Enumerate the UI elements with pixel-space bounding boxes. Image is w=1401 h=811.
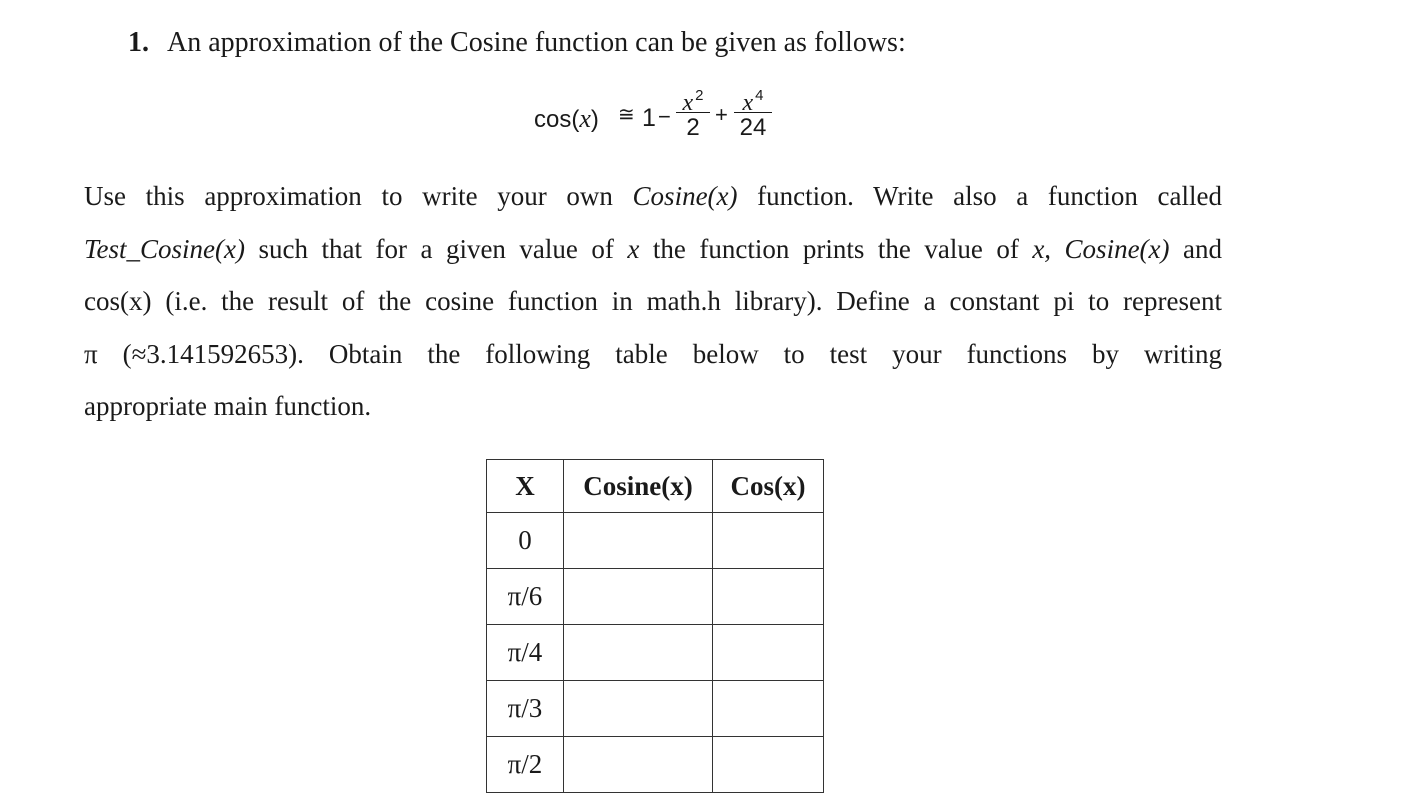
question-heading bbox=[128, 24, 906, 62]
term2-numerator-var: x bbox=[742, 90, 754, 116]
paragraph-line-1 bbox=[84, 170, 1222, 223]
line1-text-c: function. Write also a function called bbox=[737, 181, 1222, 211]
fraction-x2-over-2 bbox=[676, 82, 710, 143]
table-row bbox=[487, 681, 824, 737]
table-cell-cos bbox=[713, 513, 824, 569]
term2-denominator: 24 bbox=[739, 114, 767, 141]
paragraph-line-2 bbox=[84, 223, 1222, 276]
fraction-x4-over-24 bbox=[734, 82, 772, 143]
paragraph-line-5: appropriate main function. bbox=[84, 391, 372, 421]
formula-lhs-func: cos( bbox=[534, 106, 580, 133]
header-cosine: Cosine(x) bbox=[564, 460, 713, 513]
term1-denominator: 2 bbox=[686, 114, 700, 141]
instructions-paragraph bbox=[84, 170, 1222, 433]
formula-lhs-var: x bbox=[579, 104, 591, 133]
table-cell-cosine bbox=[564, 737, 713, 793]
table-cell-cosine bbox=[564, 625, 713, 681]
term2-exponent: 4 bbox=[755, 87, 764, 104]
formula-lhs bbox=[534, 104, 599, 134]
line1-cosine-func: Cosine(x) bbox=[632, 181, 738, 211]
table-cell-cosine bbox=[564, 513, 713, 569]
line1-text-a: Use this approximation to write your own bbox=[84, 181, 633, 211]
table-cell-cosine bbox=[564, 681, 713, 737]
table-header-row bbox=[487, 460, 824, 513]
paragraph-line-4: π (≈3.141592653). Obtain the following table below to test your functions by writing bbox=[84, 338, 1222, 369]
term1-numerator-var: x bbox=[682, 90, 694, 116]
line2-test-cosine-func: Test_Cosine(x) bbox=[84, 233, 245, 264]
formula-plus: + bbox=[715, 102, 728, 127]
table-row bbox=[487, 737, 824, 793]
formula-one: 1 bbox=[642, 104, 656, 132]
table-cell-cos bbox=[713, 569, 824, 625]
formula-minus: − bbox=[658, 104, 671, 129]
table-cell-cosine bbox=[564, 569, 713, 625]
table-row bbox=[487, 569, 824, 625]
table-cell-x: π/4 bbox=[487, 625, 564, 681]
approx-equal-symbol: ≅ bbox=[618, 102, 635, 126]
table-cell-cos bbox=[713, 625, 824, 681]
table-cell-x: π/6 bbox=[487, 569, 564, 625]
question-text: An approximation of the Cosine function can be given as follows: bbox=[167, 27, 906, 58]
header-x: X bbox=[487, 460, 564, 513]
line2-text-f: and bbox=[1169, 233, 1223, 264]
table-row bbox=[487, 625, 824, 681]
table-cell-x: 0 bbox=[487, 513, 564, 569]
table-cell-cos bbox=[713, 681, 824, 737]
question-number: 1. bbox=[128, 27, 149, 58]
line2-x-cosine: x, Cosine(x) bbox=[1032, 233, 1170, 264]
header-cos: Cos(x) bbox=[713, 460, 824, 513]
line2-text-d: the function prints the value of bbox=[639, 233, 1033, 264]
formula-lhs-close: ) bbox=[590, 106, 599, 133]
term1-exponent: 2 bbox=[695, 87, 704, 104]
paragraph-line-3: cos(x) (i.e. the result of the cosine function in math.h library). Define a constant pi to represent bbox=[84, 286, 1222, 316]
line2-x-var: x bbox=[627, 233, 640, 264]
line2-text-b: such that for a given value of bbox=[245, 233, 628, 264]
table-cell-cos bbox=[713, 737, 824, 793]
results-table bbox=[486, 459, 824, 793]
table-cell-x: π/3 bbox=[487, 681, 564, 737]
table-row bbox=[487, 513, 824, 569]
table-cell-x: π/2 bbox=[487, 737, 564, 793]
cosine-approximation-formula bbox=[534, 82, 794, 162]
